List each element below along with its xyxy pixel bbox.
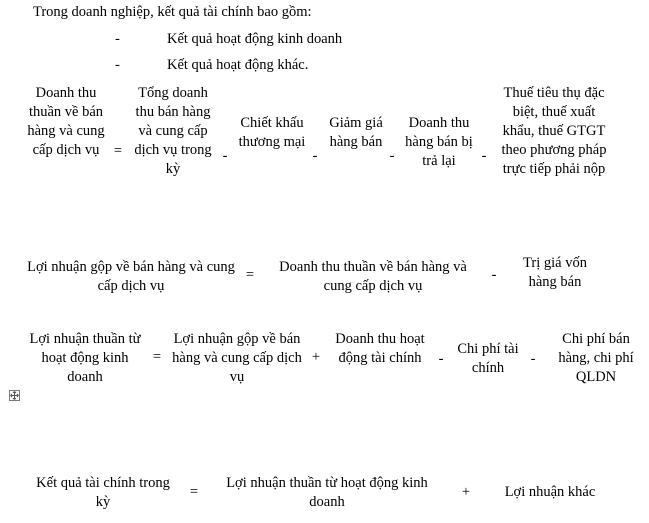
formula1-term-sales-returns: Doanh thu hàng bán bị trả lại xyxy=(405,115,473,169)
formula1-minus-3: - xyxy=(389,148,395,164)
bullet-business-result: Kết quả hoạt động kinh doanh xyxy=(167,31,343,47)
formula2-result: Lợi nhuận gộp về bán hàng và cung cấp dịch vụ xyxy=(27,259,235,294)
formula4-plus: + xyxy=(461,484,471,500)
formula1-result: Doanh thu thuần về bán hàng và cung cấp dịch vụ xyxy=(27,85,105,158)
formula3-minus-2: - xyxy=(530,351,536,367)
formula2-equals: = xyxy=(245,267,255,283)
formula1-minus-2: - xyxy=(312,148,318,164)
formula1-minus-4: - xyxy=(481,148,487,164)
formula3-term-financial-revenue: Doanh thu hoạt động tài chính xyxy=(335,331,425,366)
formula3-minus-1: - xyxy=(438,351,444,367)
bullet-dash: - xyxy=(115,57,120,73)
formula3-plus: + xyxy=(311,349,321,365)
formula3-term-gross-profit: Lợi nhuận gộp về bán hàng và cung cấp dịch vụ xyxy=(172,331,302,385)
formula4-result: Kết quả tài chính trong kỳ xyxy=(36,475,170,510)
formula3-term-selling-admin-cost: Chi phí bán hàng, chi phí QLDN xyxy=(558,331,634,385)
bullet-dash: - xyxy=(115,31,120,47)
formula4-equals: = xyxy=(189,484,199,500)
formula1-term-taxes: Thuế tiêu thụ đặc biệt, thuế xuất khẩu, thuế GTGT theo phương pháp trực tiếp phải nộp xyxy=(501,85,607,177)
formula3-equals: = xyxy=(152,349,162,365)
move-handle-icon[interactable] xyxy=(9,390,20,401)
formula3-result: Lợi nhuận thuần từ hoạt động kinh doanh xyxy=(29,331,141,385)
formula1-term-total-revenue: Tổng doanh thu bán hàng và cung cấp dịch vụ trong kỳ xyxy=(134,85,212,177)
formula1-term-trade-discount: Chiết khấu thương mại xyxy=(238,115,306,150)
bullet-other-result: Kết quả hoạt động khác. xyxy=(167,57,309,73)
formula2-term-net-revenue: Doanh thu thuần về bán hàng và cung cấp dịch vụ xyxy=(279,259,467,294)
formula4-term-operating-profit: Lợi nhuận thuần từ hoạt động kinh doanh xyxy=(226,475,428,510)
formula1-equals: = xyxy=(113,143,123,159)
intro-text: Trong doanh nghiệp, kết quả tài chính bao gồm: xyxy=(33,4,312,20)
formula3-term-financial-cost: Chi phí tài chính xyxy=(457,341,519,376)
formula1-term-sales-allowance: Giảm giá hàng bán xyxy=(329,115,383,150)
formula2-minus: - xyxy=(491,267,497,283)
formula1-minus-1: - xyxy=(222,148,228,164)
formula2-term-cogs: Trị giá vốn hàng bán xyxy=(523,255,587,290)
formula4-term-other-profit: Lợi nhuận khác xyxy=(504,484,596,500)
